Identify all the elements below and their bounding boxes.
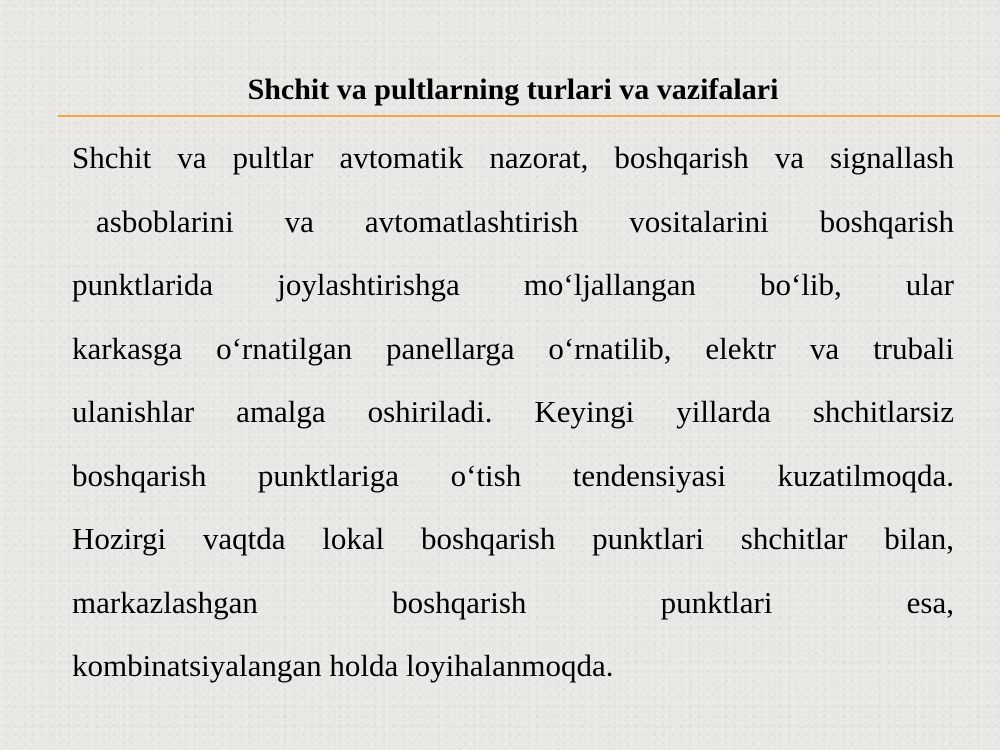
body-line-1: Shchit va pultlar avtomatik nazorat, boshqarish va signallash: [72, 140, 954, 175]
body-paragraph: [72, 126, 954, 698]
body-line-6: boshqarish punktlariga o‘tish tendensiyasi kuzatilmoqda.: [72, 457, 954, 493]
body-line-4: karkasga o‘rnatilgan panellarga o‘rnatilib, elektr va trubali: [72, 330, 954, 366]
slide-title: Shchit va pultlarning turlari va vazifalari: [247, 73, 779, 106]
title-divider: [58, 115, 1000, 117]
body-line-7: Hozirgi vaqtda lokal boshqarish punktlari shchitlar bilan,: [72, 521, 954, 556]
body-line-2: asboblarini va avtomatlashtirish vositalarini boshqarish: [96, 203, 954, 239]
body-line-3: punktlarida joylashtirishga mo‘ljallangan bo‘lib, ular: [72, 267, 954, 302]
body-line-5: ulanishlar amalga oshiriladi. Keyingi yillarda shchitlarsiz: [72, 394, 954, 429]
body-line-8: markazlashgan boshqarish punktlari esa,: [72, 584, 954, 620]
body-line-9: kombinatsiyalangan holda loyihalanmoqda.: [72, 648, 614, 683]
